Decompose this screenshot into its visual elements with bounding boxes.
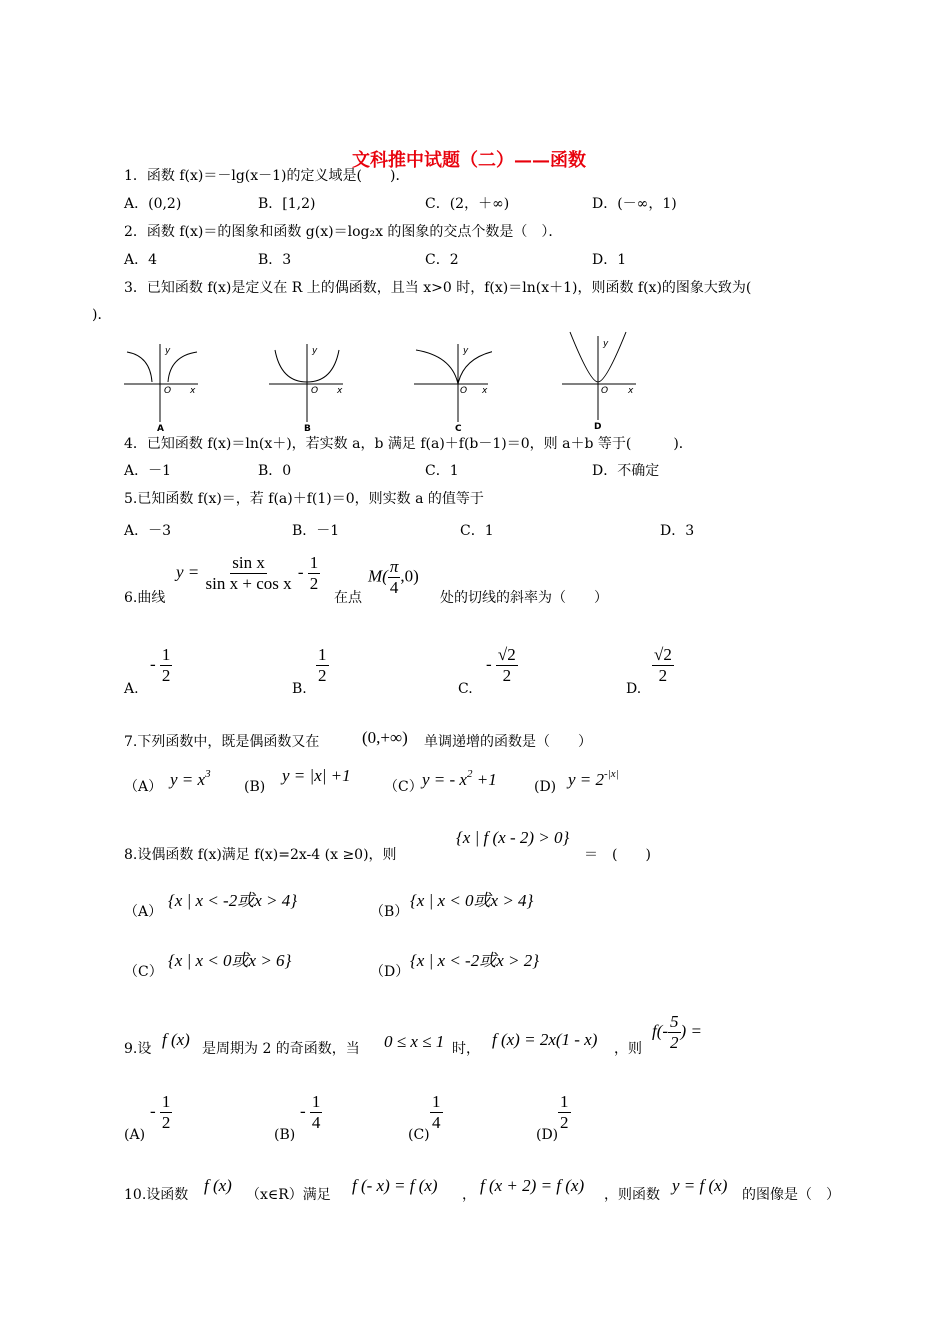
q7-option-d-main: y = 2 bbox=[568, 770, 605, 789]
q9-option-a-sign: - bbox=[150, 1101, 156, 1121]
q10-suffix: 的图像是（ ） bbox=[742, 1187, 840, 1203]
q3-d-origin-label: O bbox=[601, 386, 609, 396]
q9-ask-num: 5 bbox=[670, 1012, 679, 1031]
q6-option-c-den: 2 bbox=[502, 666, 512, 685]
q9-option-d-den: 2 bbox=[560, 1113, 569, 1132]
q9-ask-fraction bbox=[668, 1012, 681, 1053]
q6-point-4: 4 bbox=[389, 578, 399, 597]
q6-formula-minus: - bbox=[297, 562, 304, 582]
q3-c-x-label: x bbox=[482, 386, 488, 396]
q7-option-c-main: y = - x bbox=[422, 770, 467, 789]
q9-mid1: 是周期为 2 的奇函数，当 bbox=[202, 1041, 360, 1057]
q5-option-d: D．3 bbox=[660, 523, 695, 539]
q6-point-pi: π bbox=[389, 557, 399, 576]
q10-fx: f (x) bbox=[204, 1176, 232, 1195]
q6-mid: 在点 bbox=[334, 590, 362, 606]
q7-option-b-expr: y = |x| +1 bbox=[282, 766, 351, 785]
q7-option-c-expr bbox=[422, 768, 497, 790]
q9-option-c-label: (C) bbox=[408, 1127, 430, 1143]
q1-option-c: C．(2，＋∞) bbox=[425, 196, 510, 212]
q5-stem: 5.已知函数 f(x)＝，若 f(a)＋f(1)＝0，则实数 a 的值等于 bbox=[124, 491, 484, 507]
q7-option-c-label: （C） bbox=[384, 779, 423, 795]
q9-cond: 0 ≤ x ≤ 1 bbox=[384, 1032, 445, 1051]
q4-option-d: D．不确定 bbox=[592, 463, 660, 479]
q6-option-b-fraction bbox=[316, 645, 329, 686]
q6-option-d-den: 2 bbox=[658, 666, 668, 685]
q6-option-a-sign: - bbox=[150, 654, 156, 674]
q6-point bbox=[368, 557, 419, 598]
q3-graph-a bbox=[122, 342, 202, 432]
q9-ask-f: f(- bbox=[652, 1021, 669, 1041]
q6-formula-denominator: sin x + cos x bbox=[205, 574, 292, 593]
q9-ask-end: ) = bbox=[680, 1021, 702, 1041]
q6-option-b-value bbox=[316, 645, 329, 686]
q6-option-d-fraction bbox=[652, 645, 674, 686]
q6-option-b-den: 2 bbox=[318, 666, 327, 685]
q8-option-c-label: （C） bbox=[124, 964, 163, 980]
q8-option-a-label: （A） bbox=[124, 904, 163, 920]
q8-option-a-set: {x | x < -2或x > 4} bbox=[168, 891, 298, 910]
q1-option-d: D．(－∞，1) bbox=[592, 196, 677, 212]
q6-option-a-fraction bbox=[160, 645, 173, 686]
q1-option-b: B．[1,2) bbox=[258, 196, 316, 212]
q3-graph-label-a: A bbox=[157, 424, 164, 432]
q2-stem: 2．函数 f(x)＝的图象和函数 g(x)＝log₂x 的图象的交点个数是（ ）． bbox=[124, 224, 563, 240]
q9-option-a-label: (A) bbox=[124, 1127, 146, 1143]
q10-mid: ，则函数 bbox=[604, 1187, 660, 1203]
q3-b-x-label: x bbox=[337, 386, 343, 396]
q6-option-d-value bbox=[652, 645, 674, 686]
q9-option-c-den: 4 bbox=[432, 1113, 441, 1132]
q6-formula bbox=[176, 553, 320, 594]
q10-cond: （x∈R）满足 bbox=[246, 1187, 331, 1203]
q8-option-b-label: （B） bbox=[370, 904, 409, 920]
q5-option-b: B．－1 bbox=[292, 523, 340, 539]
q6-option-c-label: C. bbox=[458, 681, 473, 697]
q8-suffix: ＝ ( ) bbox=[584, 847, 651, 863]
q9-option-c-fraction bbox=[430, 1092, 443, 1133]
q2-option-a: A．4 bbox=[124, 252, 158, 268]
q7-option-d-label: (D) bbox=[534, 779, 557, 795]
q5-option-c: C．1 bbox=[460, 523, 494, 539]
q9-option-b-value bbox=[300, 1092, 322, 1133]
q6-option-c-value bbox=[486, 645, 518, 686]
q9-prefix: 9.设 bbox=[124, 1041, 152, 1057]
q6-formula-fraction bbox=[204, 553, 294, 594]
q6-option-d-label: D. bbox=[626, 681, 642, 697]
q7-option-a-sup: 3 bbox=[205, 768, 211, 780]
q3-stem: 3．已知函数 f(x)是定义在 R 上的偶函数，且当 x>0 时，f(x)＝ln(x＋1)，则函数 f(x)的图象大致为( bbox=[124, 280, 752, 296]
q3-b-origin-label: O bbox=[311, 386, 319, 396]
q9-option-b-label: (B) bbox=[274, 1127, 296, 1143]
q8-option-d-label: （D） bbox=[370, 964, 410, 980]
q7-option-c-tail: +1 bbox=[472, 770, 497, 789]
q9-fx: f (x) bbox=[162, 1030, 190, 1049]
q9-mid2: 时， bbox=[452, 1041, 480, 1057]
q9-option-c-num: 1 bbox=[432, 1092, 441, 1111]
q9-option-b-fraction bbox=[310, 1092, 323, 1133]
q3-d-y-label: y bbox=[603, 339, 609, 349]
q4-stem: 4．已知函数 f(x)＝ln(x＋)，若实数 a，b 满足 f(a)＋f(b－1)＝0，则 a＋b 等于( )． bbox=[124, 436, 693, 452]
q9-option-a-value bbox=[150, 1092, 172, 1133]
q3-a-y-label: y bbox=[165, 346, 171, 356]
q10-prefix: 10.设函数 bbox=[124, 1187, 189, 1203]
q6-option-a-den: 2 bbox=[161, 666, 171, 685]
q7-option-b-label: (B) bbox=[244, 779, 266, 795]
q7-option-d-sup: -|x| bbox=[604, 768, 619, 780]
q10-eq2: f (x + 2) = f (x) bbox=[480, 1176, 585, 1195]
q7-option-a-expr bbox=[170, 768, 211, 790]
q9-option-d-fraction bbox=[558, 1092, 571, 1133]
q1-option-a: A．(0,2) bbox=[124, 196, 182, 212]
q9-mid3: ，则 bbox=[614, 1041, 642, 1057]
q8-set: {x | f (x - 2) > 0} bbox=[456, 828, 570, 847]
q3-graph-d bbox=[560, 330, 640, 420]
q8-option-c-set: {x | x < 0或x > 6} bbox=[168, 951, 292, 970]
q6-formula-y: y = bbox=[176, 562, 200, 582]
q3-b-y-label: y bbox=[312, 346, 318, 356]
q8-option-b-set: {x | x < 0或x > 4} bbox=[410, 891, 534, 910]
q5-option-a: A．－3 bbox=[124, 523, 172, 539]
q7-prefix: 7.下列函数中，既是偶函数又在 bbox=[124, 734, 320, 750]
q10-comma: ， bbox=[462, 1187, 476, 1203]
q9-option-d-num: 1 bbox=[560, 1092, 569, 1111]
q3-c-origin-label: O bbox=[460, 386, 468, 396]
q9-option-c-value bbox=[430, 1092, 443, 1133]
q6-formula-numerator: sin x bbox=[232, 553, 265, 572]
q4-option-c: C．1 bbox=[425, 463, 459, 479]
q9-option-a-fraction bbox=[160, 1092, 173, 1133]
q6-formula-half bbox=[308, 553, 321, 594]
q9-option-b-sign: - bbox=[300, 1101, 306, 1121]
q3-graph-label-b: B bbox=[304, 424, 311, 432]
q2-option-b: B．3 bbox=[258, 252, 292, 268]
q7-suffix: 单调递增的函数是（ ） bbox=[424, 734, 592, 750]
q9-option-b-den: 4 bbox=[311, 1113, 321, 1132]
q6-prefix: 6.曲线 bbox=[124, 590, 166, 606]
q6-option-c-sign: - bbox=[486, 654, 492, 674]
q6-point-fraction bbox=[388, 557, 401, 598]
q3-a-origin-label: O bbox=[164, 386, 172, 396]
q7-option-c-sup: 2 bbox=[466, 768, 473, 780]
q9-option-a-den: 2 bbox=[161, 1113, 171, 1132]
q7-interval: (0,+∞) bbox=[362, 728, 408, 747]
q2-option-d: D．1 bbox=[592, 252, 627, 268]
q6-option-c-fraction bbox=[496, 645, 518, 686]
q8-prefix: 8.设偶函数 f(x)满足 f(x)=2x-4 (x ≥0)，则 bbox=[124, 847, 397, 863]
q3-graph-label-c: C bbox=[455, 424, 462, 432]
q3-graph-c bbox=[412, 342, 492, 432]
q2-option-c: C．2 bbox=[425, 252, 459, 268]
q9-option-a-num: 1 bbox=[161, 1092, 171, 1111]
q9-ask bbox=[652, 1012, 702, 1053]
q7-option-a-label: （A） bbox=[124, 779, 163, 795]
q10-eq1: f (- x) = f (x) bbox=[352, 1176, 438, 1195]
q3-graph-b bbox=[267, 342, 347, 432]
q3-d-x-label: x bbox=[628, 386, 634, 396]
q9-ask-den: 2 bbox=[670, 1033, 679, 1052]
q6-option-b-num: 1 bbox=[318, 645, 327, 664]
q4-option-b: B．0 bbox=[258, 463, 292, 479]
q3-c-y-label: y bbox=[463, 346, 469, 356]
page-title: 文科推中试题（二）——函数 bbox=[352, 150, 586, 171]
q6-point-end: ,0) bbox=[400, 566, 419, 586]
q8-option-d-set: {x | x < -2或x > 2} bbox=[410, 951, 540, 970]
q6-option-a-num: 1 bbox=[161, 645, 171, 664]
q7-option-d-expr bbox=[568, 768, 619, 790]
q3-stem-cont: )． bbox=[92, 307, 112, 323]
q6-option-c-num: √2 bbox=[497, 645, 516, 664]
q6-option-a-label: A. bbox=[124, 681, 139, 697]
q3-a-x-label: x bbox=[190, 386, 196, 396]
q4-option-a: A．－1 bbox=[124, 463, 172, 479]
q3-graph-label-d: D bbox=[594, 422, 602, 432]
q6-option-b-label: B. bbox=[292, 681, 307, 697]
q6-half-numerator: 1 bbox=[309, 553, 319, 572]
q9-def: f (x) = 2x(1 - x) bbox=[492, 1030, 598, 1049]
q7-option-a-main: y = x bbox=[170, 770, 206, 789]
q6-point-m: M( bbox=[368, 566, 388, 586]
q6-half-denominator: 2 bbox=[309, 574, 319, 593]
q6-option-a-value bbox=[150, 645, 172, 686]
q9-option-d-value bbox=[558, 1092, 571, 1133]
q9-option-b-num: 1 bbox=[311, 1092, 321, 1111]
q6-suffix: 处的切线的斜率为（ ） bbox=[440, 590, 608, 606]
q10-eq3: y = f (x) bbox=[672, 1176, 728, 1195]
q6-option-d-num: √2 bbox=[654, 645, 672, 664]
q9-option-d-label: (D) bbox=[536, 1127, 559, 1143]
q1-stem: 1．函数 f(x)＝－lg(x－1)的定义域是( )． bbox=[124, 168, 410, 184]
